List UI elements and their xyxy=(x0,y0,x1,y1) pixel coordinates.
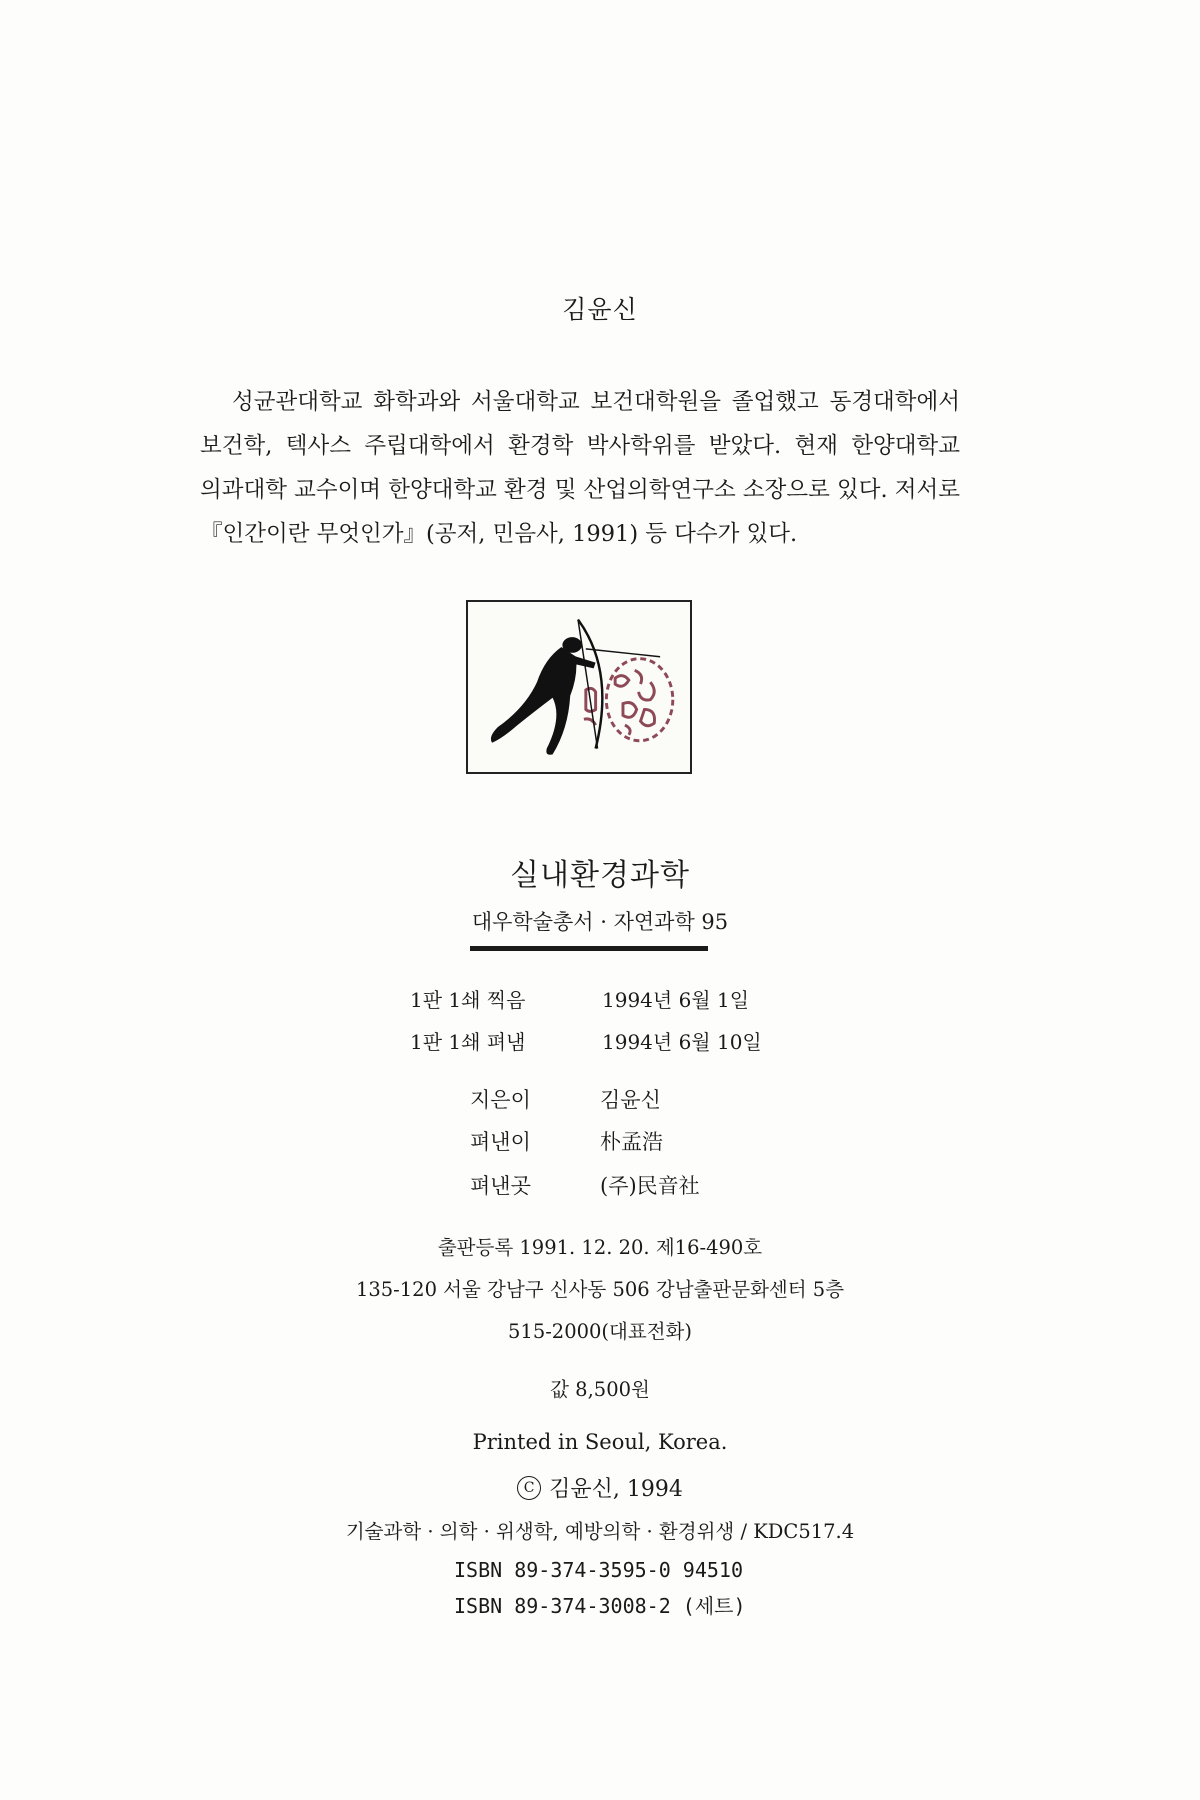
publishing-date: 1994년 6월 10일 xyxy=(602,1030,762,1054)
credit-label: 펴낸이 xyxy=(470,1130,531,1154)
credit-value: (주)民音社 xyxy=(600,1174,700,1198)
seal-stamp xyxy=(584,659,673,741)
phone-line: 515-2000(대표전화) xyxy=(508,1320,692,1343)
credit-author xyxy=(470,1084,661,1114)
publishing-label: 1판 1쇄 펴냄 xyxy=(410,1030,526,1054)
series-name: 대우학술총서 · 자연과학 95 xyxy=(471,910,729,934)
publisher-logo xyxy=(466,600,692,774)
author-bio: 성균관대학교 화학과와 서울대학교 보건대학원을 졸업했고 동경대학에서 보건학, 텍사스 주립대학에서 환경학 박사학위를 받았다. 현재 한양대학교 의과대학 교수이며 한양대학교 환경 및 산업의학연구소 소장으로 있다. 저서로 『인간이란 무엇인가』(공저, 민음사, 1991) 등 다수가 있다. xyxy=(200,389,960,547)
isbn-line: ISBN 89-374-3595-0 94510 xyxy=(454,1558,743,1582)
printing-label: 1판 1쇄 찍음 xyxy=(410,988,526,1012)
archer-seal-logo-icon xyxy=(468,602,690,772)
printing-row xyxy=(410,984,749,1014)
credit-value: 김윤신 xyxy=(600,1088,661,1112)
credit-label: 펴낸곳 xyxy=(470,1174,531,1198)
publishing-row xyxy=(410,1026,762,1056)
credit-publisher xyxy=(470,1126,663,1156)
archer-figure xyxy=(491,637,596,755)
author-name: 김윤신 xyxy=(562,295,638,324)
price-line: 값 8,500원 xyxy=(550,1378,650,1401)
archer-bow xyxy=(578,620,660,749)
registration-line: 출판등록 1991. 12. 20. 제16-490호 xyxy=(437,1236,763,1259)
copyright-line xyxy=(0,1472,1200,1503)
title-divider xyxy=(470,946,708,951)
isbn-set-line: ISBN 89-374-3008-2 (세트) xyxy=(454,1594,746,1618)
printing-date: 1994년 6월 1일 xyxy=(602,988,750,1012)
book-title: 실내환경과학 xyxy=(510,858,690,893)
copyright-text: 김윤신, 1994 xyxy=(549,1477,683,1502)
address-line: 135-120 서울 강남구 신사동 506 강남출판문화센터 5층 xyxy=(355,1278,845,1301)
credit-value: 朴孟浩 xyxy=(600,1130,663,1154)
credit-label: 지은이 xyxy=(470,1088,531,1112)
copyright-icon: C xyxy=(517,1476,541,1500)
credit-company xyxy=(470,1170,700,1200)
classification-line: 기술과학 · 의학 · 위생학, 예방의학 · 환경위생 / KDC517.4 xyxy=(345,1520,855,1543)
printed-in-line: Printed in Seoul, Korea. xyxy=(472,1430,728,1454)
